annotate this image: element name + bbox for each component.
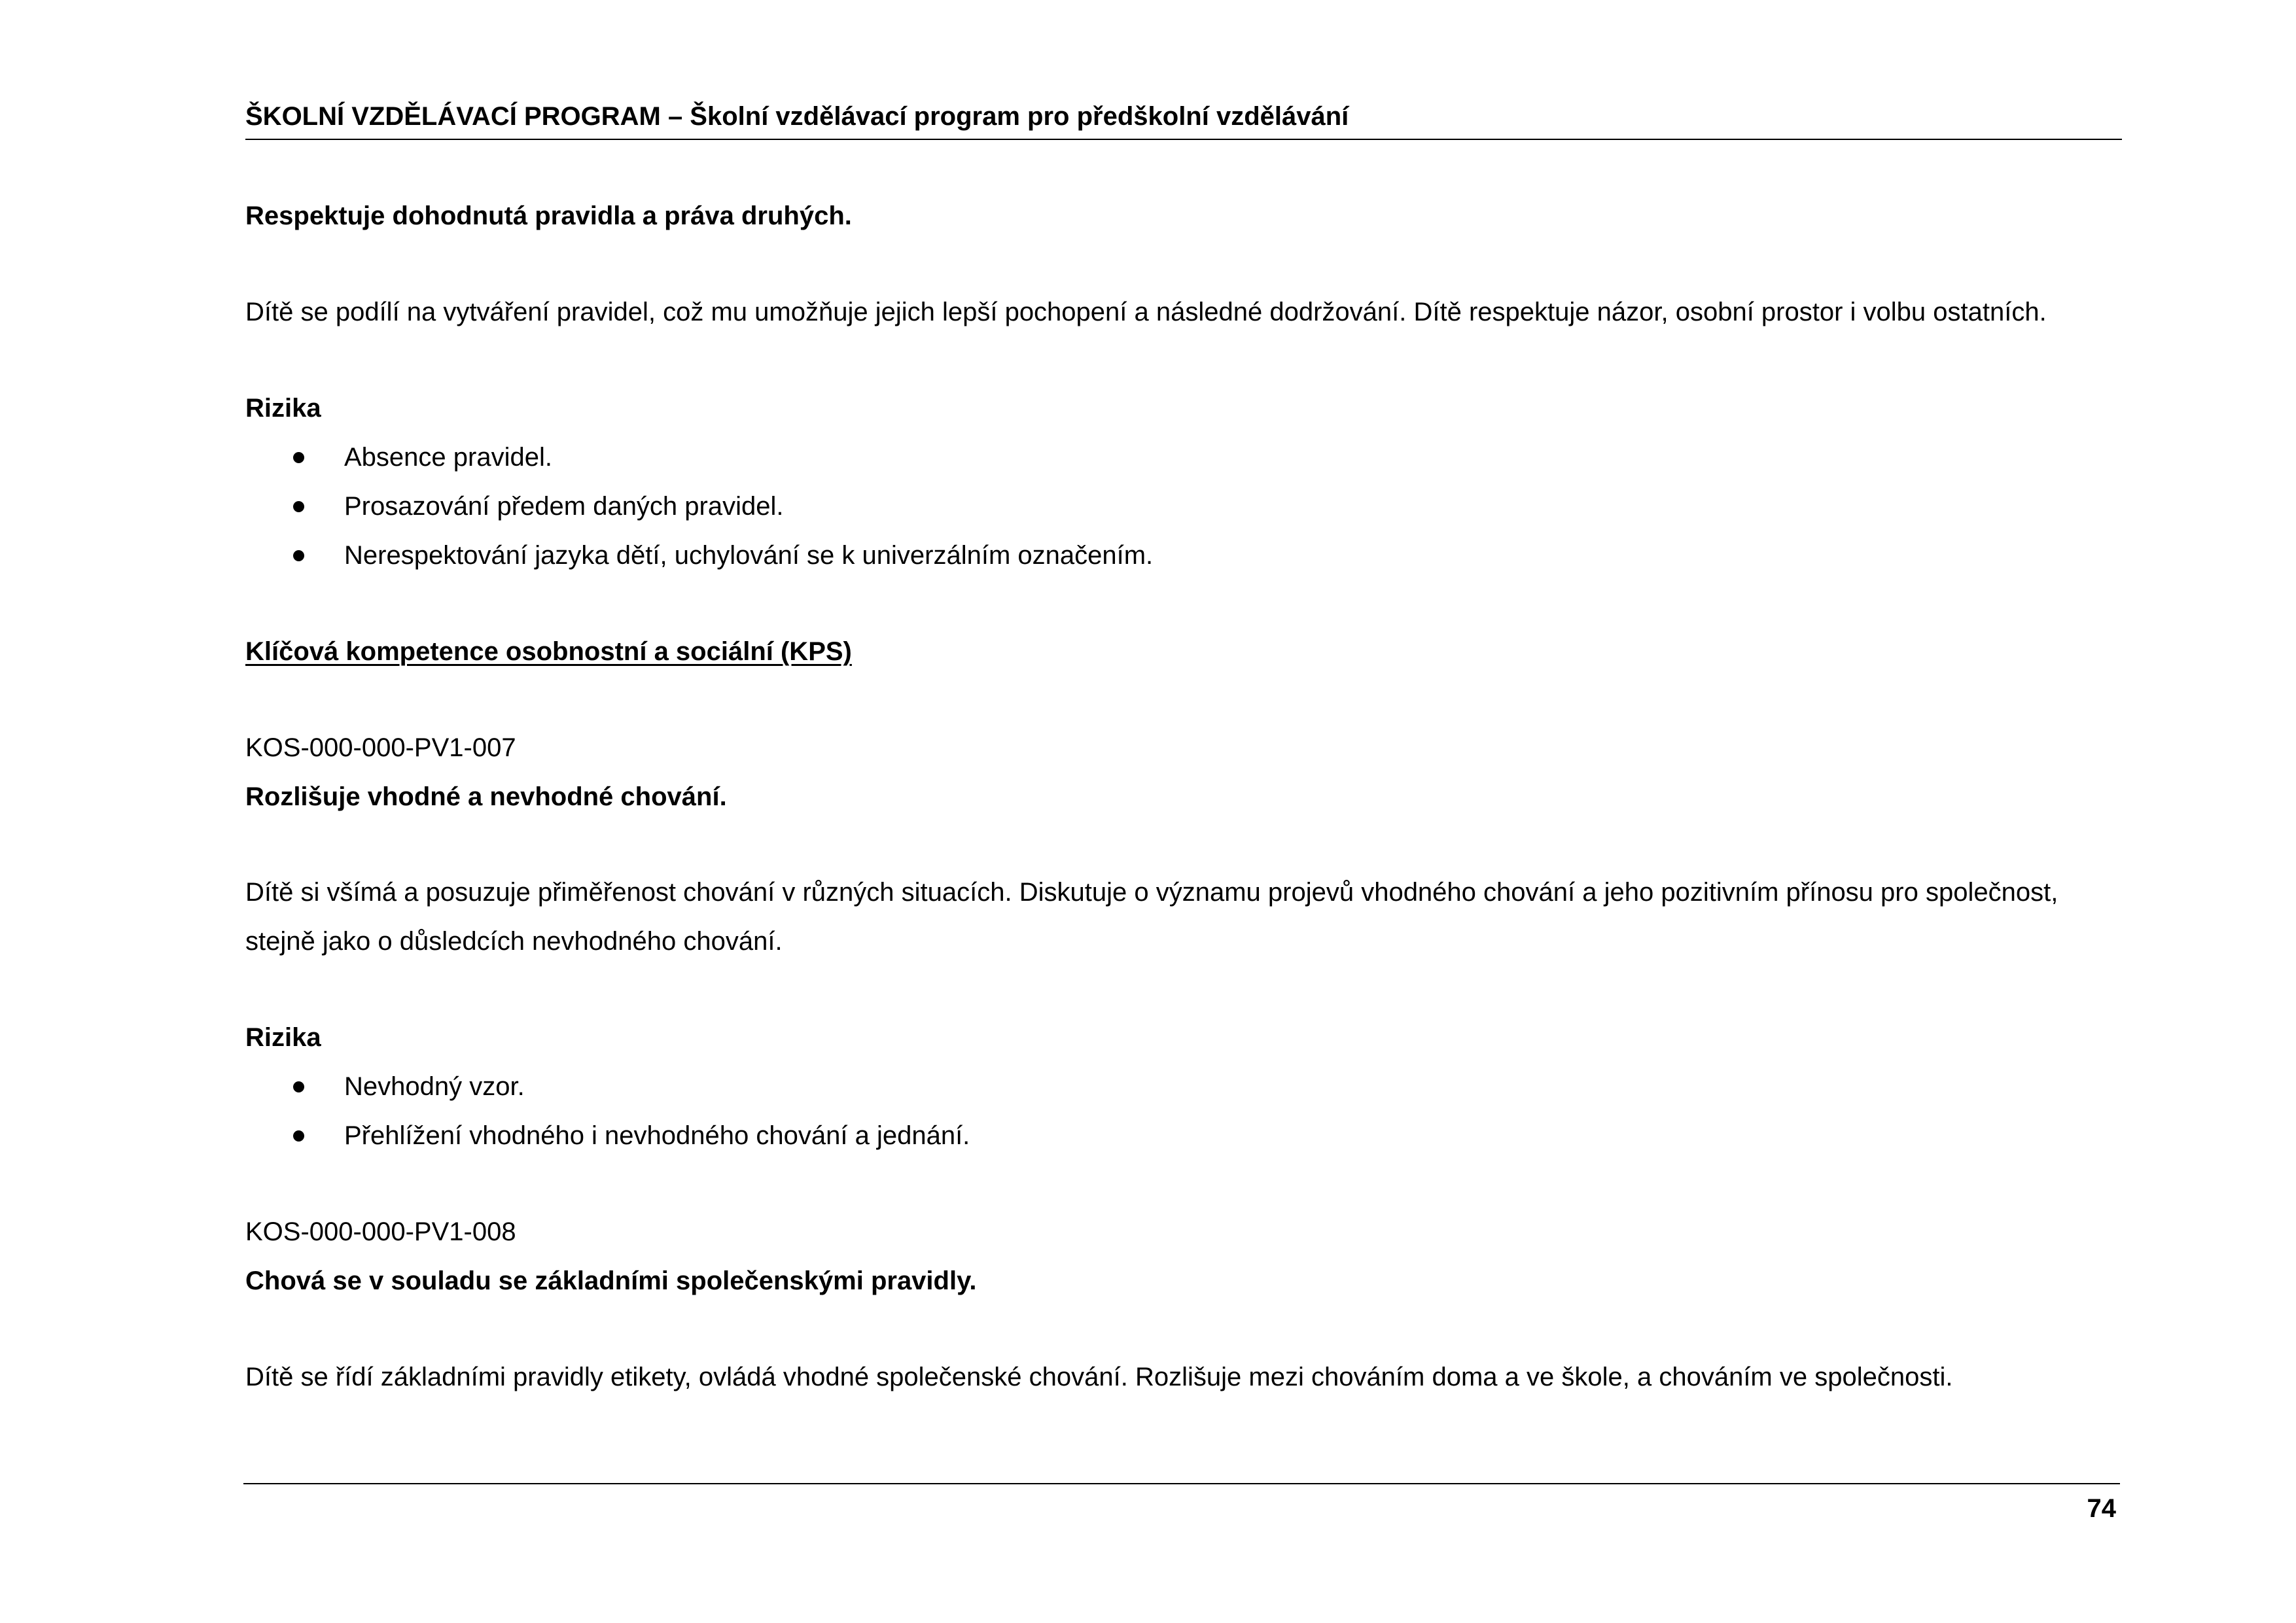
- page-header-title: ŠKOLNÍ VZDĚLÁVACÍ PROGRAM – Školní vzdělávací program pro předškolní vzdělávání: [245, 102, 1349, 131]
- footer-divider: [243, 1483, 2120, 1484]
- section2-description-line2: stejně jako o důsledcích nevhodného chování.: [245, 927, 783, 956]
- bullet-icon: [293, 501, 304, 512]
- section2-code: KOS-000-000-PV1-007: [245, 733, 516, 762]
- list-item-text: Nerespektování jazyka dětí, uchylování se k univerzálním označením.: [344, 541, 1154, 570]
- section1-description: Dítě se podílí na vytváření pravidel, což mu umožňuje jejich lepší pochopení a následné dodržování. Dítě respektuje názor, osobní prostor i volbu ostatních.: [245, 298, 2047, 326]
- bullet-icon: [293, 452, 304, 463]
- page-number: 74: [2087, 1494, 2116, 1523]
- bullet-icon: [293, 1081, 304, 1092]
- section2-risks-title: Rizika: [245, 1023, 321, 1052]
- section1-risks-title: Rizika: [245, 394, 321, 423]
- section3-code: KOS-000-000-PV1-008: [245, 1217, 516, 1246]
- bullet-icon: [293, 1130, 304, 1142]
- section2-heading: Rozlišuje vhodné a nevhodné chování.: [245, 782, 727, 811]
- section3-heading: Chová se v souladu se základními společenskými pravidly.: [245, 1266, 977, 1295]
- list-item-text: Prosazování předem daných pravidel.: [344, 492, 784, 521]
- page-header: [245, 99, 2122, 140]
- competence-title: Klíčová kompetence osobnostní a sociální (KPS): [245, 637, 852, 666]
- section2-description-line1: Dítě si všímá a posuzuje přiměřenost chování v různých situacích. Diskutuje o významu projevů vhodného chování a jeho pozitivním přínosu pro společnost,: [245, 878, 2058, 907]
- bullet-icon: [293, 550, 304, 561]
- list-item-text: Přehlížení vhodného i nevhodného chování a jednání.: [344, 1121, 970, 1150]
- section1-heading: Respektuje dohodnutá pravidla a práva druhých.: [245, 201, 852, 230]
- list-item-text: Absence pravidel.: [344, 443, 552, 472]
- section3-description: Dítě se řídí základními pravidly etikety, ovládá vhodné společenské chování. Rozlišuje mezi chováním doma a ve škole, a chováním ve společnosti.: [245, 1363, 1953, 1391]
- list-item-text: Nevhodný vzor.: [344, 1072, 525, 1101]
